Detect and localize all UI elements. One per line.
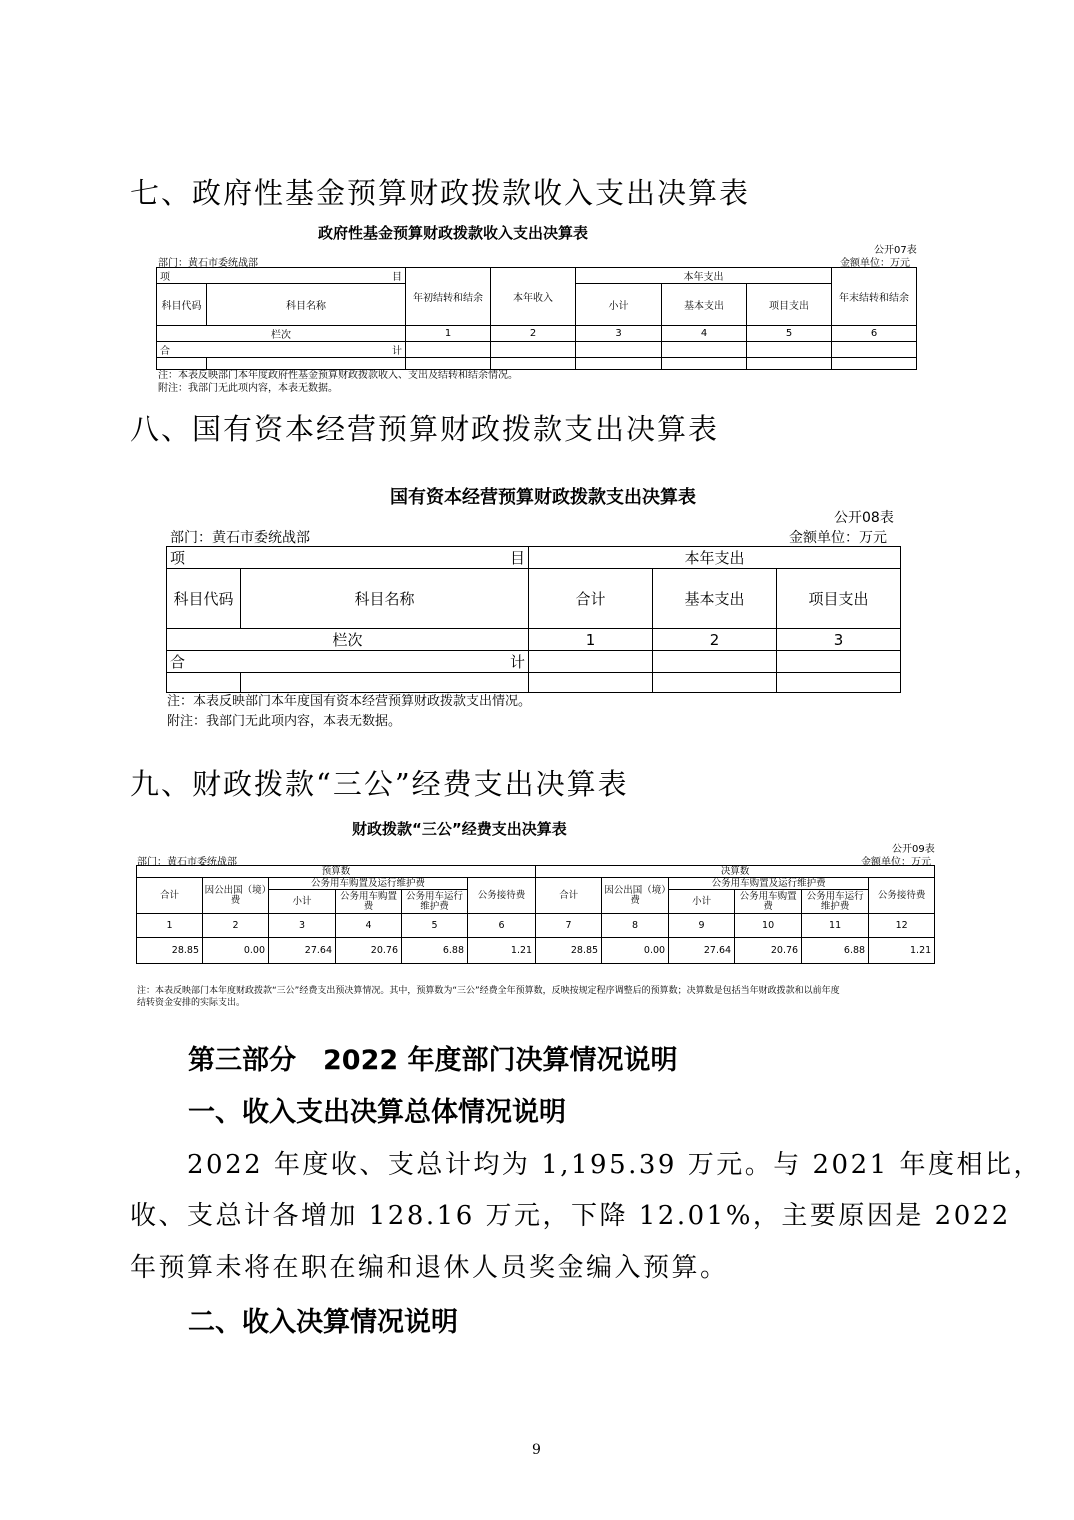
t9-header-vehicle: 公务用车购置及运行维护费 [669, 878, 869, 890]
table9-dept: 部门：黄石市委统战部 [137, 857, 237, 868]
t9-value: 6.88 [802, 938, 869, 964]
table7-code: 公开07表 [874, 245, 917, 256]
t7-idx: 3 [576, 326, 662, 342]
t9-value: 20.76 [735, 938, 802, 964]
t8-header-name: 科目名称 [241, 569, 529, 629]
t7-lanci: 栏次 [157, 326, 406, 342]
table7-note: 注：本表反映部门本年度政府性基金预算财政拨款收入、支出及结转和结余情况。 [158, 370, 518, 381]
table9-title: 财政拨款“三公”经费支出决算表 [352, 820, 567, 838]
table8-note: 注：本表反映部门本年度国有资本经营预算财政拨款支出情况。 [167, 694, 532, 709]
t7-idx: 1 [406, 326, 491, 342]
t9-header-total: 合计 [137, 878, 203, 914]
t9-header-running: 公务用车运行维护费 [802, 890, 869, 914]
part3-subheading-2: 二、收入决算情况说明 [188, 1307, 458, 1338]
table8-dept: 部门：黄石市委统战部 [170, 530, 310, 546]
t9-idx: 1 [137, 914, 203, 938]
t8-header-code: 科目代码 [167, 569, 241, 629]
t8-idx: 1 [529, 629, 653, 651]
t8-header-basic: 基本支出 [653, 569, 777, 629]
table8-unit: 金额单位：万元 [789, 530, 887, 546]
t9-value: 28.85 [536, 938, 602, 964]
paragraph-line: 收、支总计各增加 128.16 万元，下降 12.01%，主要原因是 2022 [130, 1201, 1011, 1231]
t7-header-code: 科目代码 [157, 284, 207, 326]
t8-idx: 3 [777, 629, 901, 651]
t7-total-row: 合 计 [157, 342, 406, 358]
t9-idx: 5 [402, 914, 468, 938]
table9 [136, 865, 935, 964]
t9-value: 6.88 [402, 938, 468, 964]
t9-idx: 3 [269, 914, 336, 938]
section7-heading: 七、政府性基金预算财政拨款收入支出决算表 [130, 176, 751, 210]
t9-value: 20.76 [336, 938, 402, 964]
part3-heading: 第三部分 2022 年度部门决算情况说明 [188, 1045, 678, 1076]
part3-subheading-1: 一、收入支出决算总体情况说明 [188, 1097, 566, 1128]
t9-header-reception: 公务接待费 [468, 878, 536, 914]
t7-header-expend: 本年支出 [576, 268, 832, 284]
paragraph-line: 年预算未将在职在编和退休人员奖金编入预算。 [130, 1253, 729, 1283]
t9-idx: 6 [468, 914, 536, 938]
table7 [156, 267, 917, 370]
t9-header-budget: 预算数 [137, 866, 536, 878]
t9-value: 27.64 [269, 938, 336, 964]
paragraph-line: 2022 年度收、支总计均为 1,195.39 万元。与 2021 年度相比， [187, 1150, 1042, 1180]
t7-idx: 2 [491, 326, 576, 342]
table7-unit: 金额单位：万元 [840, 258, 910, 269]
table8 [166, 546, 901, 693]
t9-header-subtotal: 小计 [669, 890, 735, 914]
t7-idx: 5 [747, 326, 832, 342]
t7-idx: 6 [832, 326, 917, 342]
section9-heading: 九、财政拨款“三公”经费支出决算表 [130, 767, 629, 801]
t8-header-project: 项目支出 [777, 569, 901, 629]
t9-idx: 11 [802, 914, 869, 938]
t9-idx: 8 [602, 914, 669, 938]
t9-header-abroad: 因公出国（境）费 [602, 878, 669, 914]
t9-header-subtotal: 小计 [269, 890, 336, 914]
table8-title: 国有资本经营预算财政拨款支出决算表 [390, 487, 696, 508]
t7-header-project: 项目支出 [747, 284, 832, 326]
t9-header-reception: 公务接待费 [869, 878, 935, 914]
table7-title: 政府性基金预算财政拨款收入支出决算表 [318, 224, 589, 242]
table7-addnote: 附注：我部门无此项内容，本表无数据。 [158, 383, 338, 394]
t7-header-name: 科目名称 [207, 284, 406, 326]
t9-value: 0.00 [602, 938, 669, 964]
page-number: 9 [532, 1442, 541, 1458]
t7-header-subtotal: 小计 [576, 284, 662, 326]
table9-note-cont: 结转资金安排的实际支出。 [137, 998, 246, 1008]
t9-value: 1.21 [869, 938, 935, 964]
table9-code: 公开09表 [892, 844, 935, 855]
table9-unit: 金额单位：万元 [861, 857, 931, 868]
t9-header-purchase: 公务用车购置费 [336, 890, 402, 914]
t9-header-running: 公务用车运行维护费 [402, 890, 468, 914]
t7-idx: 4 [662, 326, 747, 342]
t9-idx: 2 [203, 914, 269, 938]
table8-addnote: 附注：我部门无此项内容，本表无数据。 [167, 714, 402, 729]
t8-lanci: 栏次 [167, 629, 529, 651]
t8-header-expend: 本年支出 [529, 547, 901, 569]
t9-idx: 4 [336, 914, 402, 938]
t7-header-begin: 年初结转和结余 [406, 268, 491, 326]
t7-header-end: 年末结转和结余 [832, 268, 917, 326]
t9-value: 0.00 [203, 938, 269, 964]
section8-heading: 八、国有资本经营预算财政拨款支出决算表 [130, 412, 720, 446]
t9-header-purchase: 公务用车购置费 [735, 890, 802, 914]
t9-value: 28.85 [137, 938, 203, 964]
t7-header-basic: 基本支出 [662, 284, 747, 326]
t8-header-xiangmu: 项 目 [167, 547, 529, 569]
t8-header-total: 合计 [529, 569, 653, 629]
t7-header-income: 本年收入 [491, 268, 576, 326]
t9-idx: 7 [536, 914, 602, 938]
t8-idx: 2 [653, 629, 777, 651]
t9-value: 1.21 [468, 938, 536, 964]
t9-value: 27.64 [669, 938, 735, 964]
t9-idx: 9 [669, 914, 735, 938]
t9-header-vehicle: 公务用车购置及运行维护费 [269, 878, 468, 890]
t9-header-abroad: 因公出国（境）费 [203, 878, 269, 914]
t9-idx: 10 [735, 914, 802, 938]
table7-dept: 部门：黄石市委统战部 [158, 258, 258, 269]
t9-header-final: 决算数 [536, 866, 935, 878]
t8-total-row: 合 计 [167, 651, 529, 673]
table8-code: 公开08表 [834, 510, 894, 526]
t9-header-total: 合计 [536, 878, 602, 914]
t9-idx: 12 [869, 914, 935, 938]
table9-note: 注：本表反映部门本年度财政拨款“三公”经费支出预决算情况。其中，预算数为“三公”经费全年预算数，反映按规定程序调整后的预算数；决算数是包括当年财政拨款和以前年度 [137, 986, 840, 996]
t7-header-xiangmu: 项 目 [157, 268, 406, 284]
